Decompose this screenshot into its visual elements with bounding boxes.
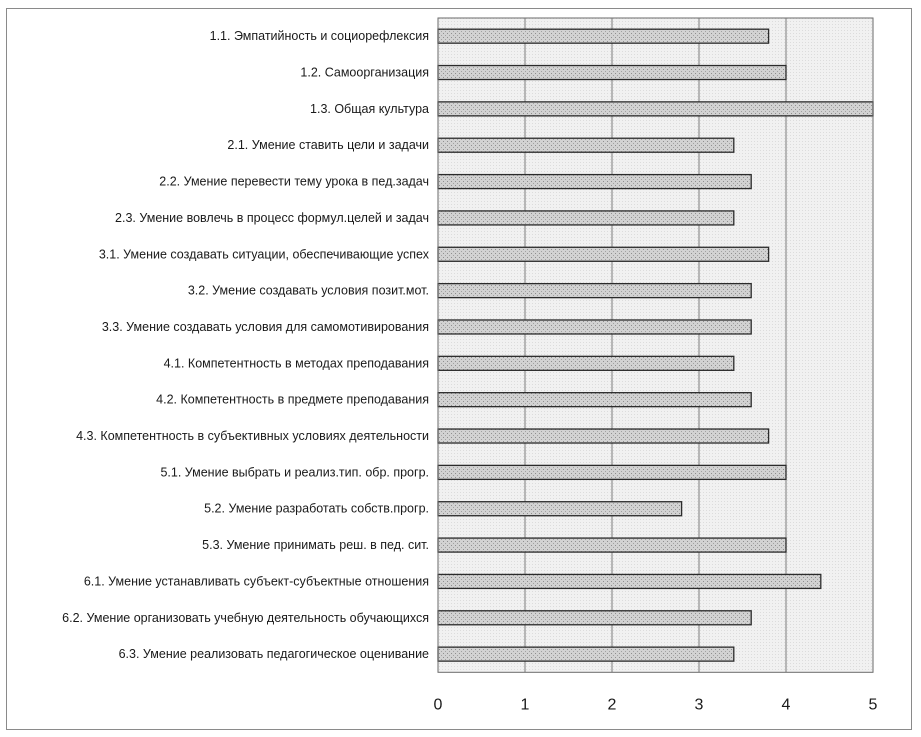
x-tick-label: 5 — [868, 696, 878, 714]
bar — [438, 356, 734, 370]
bar — [438, 538, 786, 552]
category-label: 2.1. Умение ставить цели и задачи — [227, 138, 429, 153]
category-label: 5.1. Умение выбрать и реализ.тип. обр. прогр. — [160, 465, 429, 480]
category-label: 5.2. Умение разработать собств.прогр. — [204, 501, 429, 516]
category-label: 4.2. Компетентность в предмете преподавания — [156, 392, 429, 407]
bar — [438, 66, 786, 80]
x-tick-label: 3 — [694, 696, 704, 714]
category-label: 3.1. Умение создавать ситуации, обеспечивающие успех — [98, 247, 429, 262]
bar — [438, 611, 751, 625]
category-label: 4.1. Компетентность в методах преподавания — [163, 356, 429, 371]
category-label: 2.2. Умение перевести тему урока в пед.задач — [159, 174, 429, 189]
bar — [438, 175, 751, 189]
category-label: 6.2. Умение организовать учебную деятельность обучающихся — [62, 610, 429, 625]
bar — [438, 502, 682, 516]
category-label: 2.3. Умение вовлечь в процесс формул.целей и задач — [115, 210, 429, 225]
x-tick-label: 1 — [520, 696, 530, 714]
bar — [438, 138, 734, 152]
category-label: 1.3. Общая культура — [310, 101, 429, 116]
category-label: 4.3. Компетентность в субъективных условиях деятельности — [76, 429, 429, 444]
category-label: 3.3. Умение создавать условия для самомотивирования — [101, 319, 429, 334]
category-label: 6.3. Умение реализовать педагогическое оценивание — [118, 647, 429, 662]
category-label: 1.1. Эмпатийность и социорефлексия — [209, 29, 429, 44]
bar — [438, 284, 751, 298]
bar — [438, 211, 734, 225]
category-label: 6.1. Умение устанавливать субъект-субъектные отношения — [83, 574, 429, 589]
bar — [438, 465, 786, 479]
chart-frame — [6, 8, 912, 730]
bar-chart — [7, 9, 913, 731]
bar — [438, 647, 734, 661]
x-tick-label: 0 — [433, 696, 443, 714]
bar — [438, 29, 769, 43]
category-label: 1.2. Самоорганизация — [300, 65, 429, 80]
category-label: 3.2. Умение создавать условия позит.мот. — [187, 283, 429, 298]
category-labels — [62, 29, 430, 661]
x-axis-ticks — [434, 696, 878, 713]
bar — [438, 429, 769, 443]
bar — [438, 102, 873, 116]
bar — [438, 247, 769, 261]
bar — [438, 574, 821, 588]
bar — [438, 393, 751, 407]
x-tick-label: 4 — [781, 696, 791, 714]
category-label: 5.3. Умение принимать реш. в пед. сит. — [202, 538, 429, 553]
x-tick-label: 2 — [607, 696, 617, 714]
bar — [438, 320, 751, 334]
